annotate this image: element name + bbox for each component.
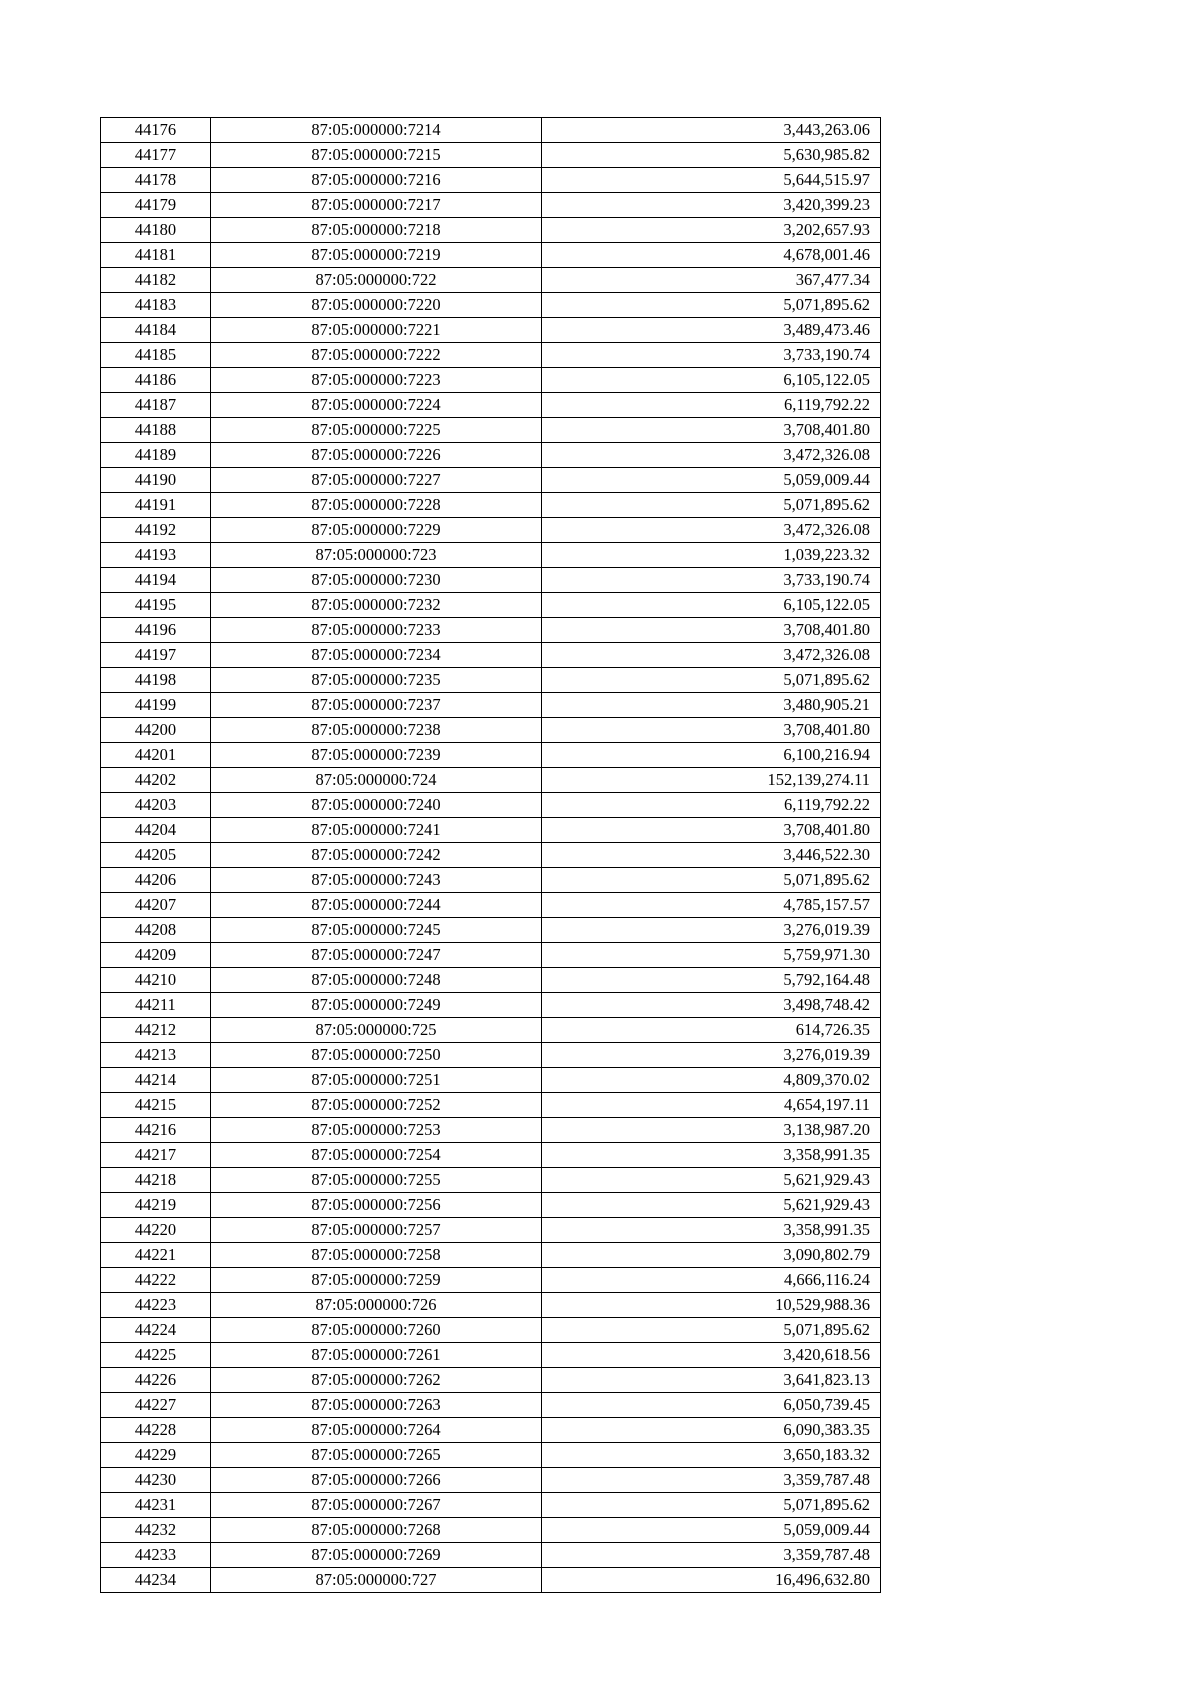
table-row xyxy=(101,1418,881,1443)
cadastral-value-cell: 3,489,473.46 xyxy=(542,318,881,343)
cadastral-value-cell: 5,630,985.82 xyxy=(542,143,881,168)
table-row xyxy=(101,268,881,293)
table-row xyxy=(101,1568,881,1593)
table-row xyxy=(101,493,881,518)
table-row xyxy=(101,168,881,193)
table-row xyxy=(101,318,881,343)
cadastral-value-cell: 3,443,263.06 xyxy=(542,118,881,143)
table-row xyxy=(101,768,881,793)
row-number-cell: 44214 xyxy=(101,1068,211,1093)
table-row xyxy=(101,893,881,918)
cadastral-value-cell: 5,621,929.43 xyxy=(542,1193,881,1218)
cadastral-value-cell: 3,202,657.93 xyxy=(542,218,881,243)
row-number-cell: 44218 xyxy=(101,1168,211,1193)
cadastral-number-cell: 87:05:000000:7245 xyxy=(211,918,542,943)
cadastral-value-cell: 3,359,787.48 xyxy=(542,1468,881,1493)
cadastral-number-cell: 87:05:000000:7242 xyxy=(211,843,542,868)
cadastral-number-cell: 87:05:000000:7233 xyxy=(211,618,542,643)
row-number-cell: 44211 xyxy=(101,993,211,1018)
row-number-cell: 44224 xyxy=(101,1318,211,1343)
table-row xyxy=(101,143,881,168)
cadastral-number-cell: 87:05:000000:7220 xyxy=(211,293,542,318)
cadastral-number-cell: 87:05:000000:7232 xyxy=(211,593,542,618)
table-row xyxy=(101,1243,881,1268)
table-row xyxy=(101,693,881,718)
cadastral-number-cell: 87:05:000000:7226 xyxy=(211,443,542,468)
row-number-cell: 44192 xyxy=(101,518,211,543)
row-number-cell: 44227 xyxy=(101,1393,211,1418)
row-number-cell: 44194 xyxy=(101,568,211,593)
cadastral-value-cell: 3,276,019.39 xyxy=(542,1043,881,1068)
table-row xyxy=(101,368,881,393)
table-row xyxy=(101,1368,881,1393)
table-row xyxy=(101,1143,881,1168)
cadastral-value-cell: 6,105,122.05 xyxy=(542,368,881,393)
cadastral-number-cell: 87:05:000000:722 xyxy=(211,268,542,293)
table-row xyxy=(101,918,881,943)
cadastral-number-cell: 87:05:000000:7260 xyxy=(211,1318,542,1343)
row-number-cell: 44203 xyxy=(101,793,211,818)
row-number-cell: 44204 xyxy=(101,818,211,843)
row-number-cell: 44182 xyxy=(101,268,211,293)
cadastral-number-cell: 87:05:000000:7240 xyxy=(211,793,542,818)
row-number-cell: 44225 xyxy=(101,1343,211,1368)
row-number-cell: 44195 xyxy=(101,593,211,618)
row-number-cell: 44220 xyxy=(101,1218,211,1243)
table-row xyxy=(101,1318,881,1343)
table-row xyxy=(101,218,881,243)
cadastral-value-cell: 3,733,190.74 xyxy=(542,343,881,368)
cadastral-value-cell: 4,809,370.02 xyxy=(542,1068,881,1093)
row-number-cell: 44209 xyxy=(101,943,211,968)
row-number-cell: 44213 xyxy=(101,1043,211,1068)
cadastral-number-cell: 87:05:000000:727 xyxy=(211,1568,542,1593)
row-number-cell: 44200 xyxy=(101,718,211,743)
table-row xyxy=(101,118,881,143)
table-row xyxy=(101,743,881,768)
table-row xyxy=(101,643,881,668)
row-number-cell: 44198 xyxy=(101,668,211,693)
cadastral-value-cell: 3,090,802.79 xyxy=(542,1243,881,1268)
cadastral-number-cell: 87:05:000000:726 xyxy=(211,1293,542,1318)
table-row xyxy=(101,1518,881,1543)
row-number-cell: 44229 xyxy=(101,1443,211,1468)
cadastral-value-table xyxy=(100,117,881,1593)
cadastral-number-cell: 87:05:000000:7255 xyxy=(211,1168,542,1193)
table-row xyxy=(101,1293,881,1318)
cadastral-number-cell: 87:05:000000:7262 xyxy=(211,1368,542,1393)
row-number-cell: 44215 xyxy=(101,1093,211,1118)
table-row xyxy=(101,568,881,593)
row-number-cell: 44208 xyxy=(101,918,211,943)
row-number-cell: 44187 xyxy=(101,393,211,418)
row-number-cell: 44197 xyxy=(101,643,211,668)
cadastral-value-cell: 5,059,009.44 xyxy=(542,1518,881,1543)
cadastral-value-cell: 3,359,787.48 xyxy=(542,1543,881,1568)
cadastral-value-cell: 3,708,401.80 xyxy=(542,618,881,643)
row-number-cell: 44178 xyxy=(101,168,211,193)
table-row xyxy=(101,1218,881,1243)
row-number-cell: 44201 xyxy=(101,743,211,768)
table-row xyxy=(101,1118,881,1143)
cadastral-number-cell: 87:05:000000:723 xyxy=(211,543,542,568)
cadastral-value-cell: 5,071,895.62 xyxy=(542,668,881,693)
table-row xyxy=(101,993,881,1018)
cadastral-value-cell: 4,785,157.57 xyxy=(542,893,881,918)
cadastral-number-cell: 87:05:000000:7253 xyxy=(211,1118,542,1143)
cadastral-number-cell: 87:05:000000:7266 xyxy=(211,1468,542,1493)
table-row xyxy=(101,543,881,568)
cadastral-number-cell: 87:05:000000:7229 xyxy=(211,518,542,543)
table-row xyxy=(101,818,881,843)
cadastral-value-cell: 6,105,122.05 xyxy=(542,593,881,618)
cadastral-number-cell: 87:05:000000:7221 xyxy=(211,318,542,343)
table-row xyxy=(101,468,881,493)
table-row xyxy=(101,443,881,468)
cadastral-value-cell: 5,792,164.48 xyxy=(542,968,881,993)
cadastral-number-cell: 87:05:000000:7227 xyxy=(211,468,542,493)
table-row xyxy=(101,943,881,968)
cadastral-value-cell: 6,090,383.35 xyxy=(542,1418,881,1443)
cadastral-value-cell: 5,644,515.97 xyxy=(542,168,881,193)
row-number-cell: 44189 xyxy=(101,443,211,468)
cadastral-value-cell: 152,139,274.11 xyxy=(542,768,881,793)
cadastral-value-cell: 367,477.34 xyxy=(542,268,881,293)
table-row xyxy=(101,1093,881,1118)
row-number-cell: 44205 xyxy=(101,843,211,868)
cadastral-number-cell: 87:05:000000:7241 xyxy=(211,818,542,843)
cadastral-number-cell: 87:05:000000:7215 xyxy=(211,143,542,168)
row-number-cell: 44226 xyxy=(101,1368,211,1393)
cadastral-value-cell: 6,119,792.22 xyxy=(542,793,881,818)
cadastral-number-cell: 87:05:000000:725 xyxy=(211,1018,542,1043)
row-number-cell: 44206 xyxy=(101,868,211,893)
cadastral-value-cell: 3,358,991.35 xyxy=(542,1143,881,1168)
cadastral-number-cell: 87:05:000000:7222 xyxy=(211,343,542,368)
cadastral-value-cell: 3,420,618.56 xyxy=(542,1343,881,1368)
row-number-cell: 44191 xyxy=(101,493,211,518)
cadastral-value-cell: 3,708,401.80 xyxy=(542,718,881,743)
cadastral-number-cell: 87:05:000000:7256 xyxy=(211,1193,542,1218)
table-row xyxy=(101,718,881,743)
table-row xyxy=(101,668,881,693)
cadastral-number-cell: 87:05:000000:7250 xyxy=(211,1043,542,1068)
cadastral-value-cell: 3,641,823.13 xyxy=(542,1368,881,1393)
row-number-cell: 44212 xyxy=(101,1018,211,1043)
table-row xyxy=(101,418,881,443)
cadastral-value-cell: 3,650,183.32 xyxy=(542,1443,881,1468)
row-number-cell: 44233 xyxy=(101,1543,211,1568)
row-number-cell: 44180 xyxy=(101,218,211,243)
row-number-cell: 44199 xyxy=(101,693,211,718)
cadastral-value-cell: 3,138,987.20 xyxy=(542,1118,881,1143)
cadastral-value-cell: 5,071,895.62 xyxy=(542,493,881,518)
cadastral-number-cell: 87:05:000000:7264 xyxy=(211,1418,542,1443)
cadastral-number-cell: 87:05:000000:7244 xyxy=(211,893,542,918)
row-number-cell: 44234 xyxy=(101,1568,211,1593)
row-number-cell: 44183 xyxy=(101,293,211,318)
cadastral-number-cell: 87:05:000000:7261 xyxy=(211,1343,542,1368)
cadastral-number-cell: 87:05:000000:7258 xyxy=(211,1243,542,1268)
row-number-cell: 44232 xyxy=(101,1518,211,1543)
cadastral-number-cell: 87:05:000000:724 xyxy=(211,768,542,793)
row-number-cell: 44176 xyxy=(101,118,211,143)
row-number-cell: 44186 xyxy=(101,368,211,393)
row-number-cell: 44188 xyxy=(101,418,211,443)
table-row xyxy=(101,1193,881,1218)
cadastral-value-cell: 5,071,895.62 xyxy=(542,1318,881,1343)
cadastral-number-cell: 87:05:000000:7243 xyxy=(211,868,542,893)
cadastral-number-cell: 87:05:000000:7217 xyxy=(211,193,542,218)
table-row xyxy=(101,1043,881,1068)
row-number-cell: 44222 xyxy=(101,1268,211,1293)
cadastral-value-cell: 4,678,001.46 xyxy=(542,243,881,268)
cadastral-number-cell: 87:05:000000:7230 xyxy=(211,568,542,593)
cadastral-value-cell: 3,472,326.08 xyxy=(542,443,881,468)
row-number-cell: 44223 xyxy=(101,1293,211,1318)
cadastral-number-cell: 87:05:000000:7238 xyxy=(211,718,542,743)
cadastral-value-cell: 3,472,326.08 xyxy=(542,518,881,543)
table-row xyxy=(101,1543,881,1568)
cadastral-value-cell: 6,100,216.94 xyxy=(542,743,881,768)
cadastral-value-cell: 3,708,401.80 xyxy=(542,418,881,443)
table-row xyxy=(101,393,881,418)
cadastral-number-cell: 87:05:000000:7263 xyxy=(211,1393,542,1418)
cadastral-number-cell: 87:05:000000:7225 xyxy=(211,418,542,443)
cadastral-number-cell: 87:05:000000:7249 xyxy=(211,993,542,1018)
table-row xyxy=(101,293,881,318)
cadastral-value-cell: 3,480,905.21 xyxy=(542,693,881,718)
cadastral-number-cell: 87:05:000000:7235 xyxy=(211,668,542,693)
cadastral-number-cell: 87:05:000000:7237 xyxy=(211,693,542,718)
row-number-cell: 44228 xyxy=(101,1418,211,1443)
cadastral-number-cell: 87:05:000000:7248 xyxy=(211,968,542,993)
cadastral-number-cell: 87:05:000000:7216 xyxy=(211,168,542,193)
table-row xyxy=(101,1393,881,1418)
cadastral-number-cell: 87:05:000000:7257 xyxy=(211,1218,542,1243)
cadastral-number-cell: 87:05:000000:7228 xyxy=(211,493,542,518)
cadastral-value-cell: 5,059,009.44 xyxy=(542,468,881,493)
row-number-cell: 44193 xyxy=(101,543,211,568)
row-number-cell: 44230 xyxy=(101,1468,211,1493)
table-row xyxy=(101,1018,881,1043)
row-number-cell: 44216 xyxy=(101,1118,211,1143)
cadastral-value-cell: 10,529,988.36 xyxy=(542,1293,881,1318)
cadastral-number-cell: 87:05:000000:7259 xyxy=(211,1268,542,1293)
row-number-cell: 44184 xyxy=(101,318,211,343)
table-row xyxy=(101,843,881,868)
row-number-cell: 44221 xyxy=(101,1243,211,1268)
cadastral-value-cell: 1,039,223.32 xyxy=(542,543,881,568)
cadastral-value-cell: 6,119,792.22 xyxy=(542,393,881,418)
cadastral-value-cell: 4,666,116.24 xyxy=(542,1268,881,1293)
row-number-cell: 44181 xyxy=(101,243,211,268)
table-row xyxy=(101,1268,881,1293)
cadastral-value-cell: 3,276,019.39 xyxy=(542,918,881,943)
table-row xyxy=(101,243,881,268)
cadastral-value-cell: 614,726.35 xyxy=(542,1018,881,1043)
table-row xyxy=(101,968,881,993)
cadastral-value-cell: 5,071,895.62 xyxy=(542,868,881,893)
row-number-cell: 44217 xyxy=(101,1143,211,1168)
row-number-cell: 44202 xyxy=(101,768,211,793)
cadastral-number-cell: 87:05:000000:7224 xyxy=(211,393,542,418)
cadastral-number-cell: 87:05:000000:7252 xyxy=(211,1093,542,1118)
row-number-cell: 44185 xyxy=(101,343,211,368)
cadastral-number-cell: 87:05:000000:7218 xyxy=(211,218,542,243)
table-row xyxy=(101,1493,881,1518)
table-row xyxy=(101,1468,881,1493)
cadastral-value-cell: 16,496,632.80 xyxy=(542,1568,881,1593)
cadastral-value-cell: 6,050,739.45 xyxy=(542,1393,881,1418)
table-body xyxy=(101,118,881,1593)
table-row xyxy=(101,868,881,893)
row-number-cell: 44190 xyxy=(101,468,211,493)
cadastral-value-cell: 5,071,895.62 xyxy=(542,1493,881,1518)
row-number-cell: 44177 xyxy=(101,143,211,168)
cadastral-number-cell: 87:05:000000:7254 xyxy=(211,1143,542,1168)
cadastral-number-cell: 87:05:000000:7267 xyxy=(211,1493,542,1518)
row-number-cell: 44231 xyxy=(101,1493,211,1518)
cadastral-value-cell: 3,358,991.35 xyxy=(542,1218,881,1243)
table-row xyxy=(101,593,881,618)
table-row xyxy=(101,343,881,368)
cadastral-number-cell: 87:05:000000:7214 xyxy=(211,118,542,143)
cadastral-number-cell: 87:05:000000:7223 xyxy=(211,368,542,393)
table-row xyxy=(101,1443,881,1468)
cadastral-number-cell: 87:05:000000:7251 xyxy=(211,1068,542,1093)
cadastral-number-cell: 87:05:000000:7265 xyxy=(211,1443,542,1468)
cadastral-number-cell: 87:05:000000:7268 xyxy=(211,1518,542,1543)
cadastral-value-cell: 3,446,522.30 xyxy=(542,843,881,868)
cadastral-number-cell: 87:05:000000:7247 xyxy=(211,943,542,968)
row-number-cell: 44219 xyxy=(101,1193,211,1218)
table-row xyxy=(101,518,881,543)
cadastral-number-cell: 87:05:000000:7234 xyxy=(211,643,542,668)
row-number-cell: 44207 xyxy=(101,893,211,918)
table-row xyxy=(101,1168,881,1193)
cadastral-number-cell: 87:05:000000:7269 xyxy=(211,1543,542,1568)
row-number-cell: 44179 xyxy=(101,193,211,218)
cadastral-value-cell: 3,733,190.74 xyxy=(542,568,881,593)
cadastral-value-cell: 3,498,748.42 xyxy=(542,993,881,1018)
cadastral-value-cell: 3,420,399.23 xyxy=(542,193,881,218)
row-number-cell: 44210 xyxy=(101,968,211,993)
table-row xyxy=(101,1343,881,1368)
cadastral-value-cell: 5,621,929.43 xyxy=(542,1168,881,1193)
table-row xyxy=(101,193,881,218)
cadastral-number-cell: 87:05:000000:7219 xyxy=(211,243,542,268)
row-number-cell: 44196 xyxy=(101,618,211,643)
cadastral-number-cell: 87:05:000000:7239 xyxy=(211,743,542,768)
cadastral-value-cell: 3,708,401.80 xyxy=(542,818,881,843)
cadastral-value-cell: 4,654,197.11 xyxy=(542,1093,881,1118)
table-row xyxy=(101,618,881,643)
table-row xyxy=(101,793,881,818)
cadastral-value-cell: 3,472,326.08 xyxy=(542,643,881,668)
cadastral-value-cell: 5,759,971.30 xyxy=(542,943,881,968)
cadastral-value-cell: 5,071,895.62 xyxy=(542,293,881,318)
table-row xyxy=(101,1068,881,1093)
